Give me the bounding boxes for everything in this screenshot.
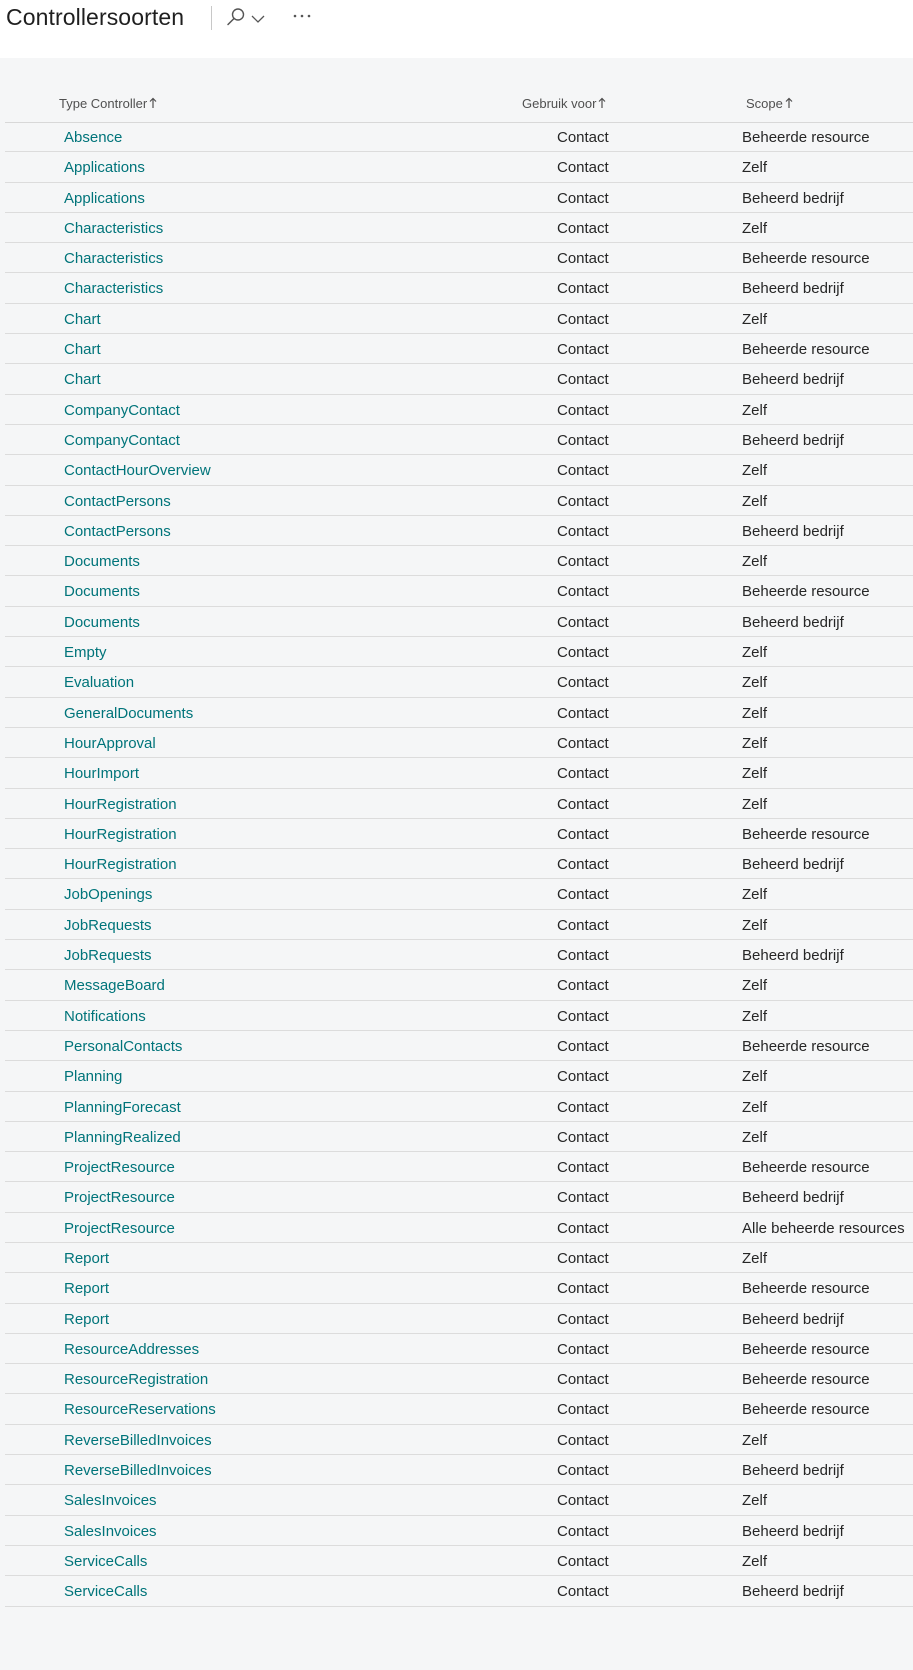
gebruik-voor-cell: Contact [557, 462, 609, 480]
gebruik-voor-cell: Contact [557, 856, 609, 874]
scope-cell: Zelf [742, 1552, 768, 1570]
gebruik-voor-cell: Contact [557, 522, 609, 540]
table-row[interactable] [5, 122, 913, 152]
type-controller-link[interactable]: Characteristics [64, 280, 164, 298]
gebruik-voor-cell: Contact [557, 644, 609, 662]
table-row[interactable] [5, 1152, 913, 1182]
column-header-scope[interactable] [746, 96, 793, 111]
scope-cell: Zelf [742, 1492, 768, 1510]
type-controller-link[interactable]: ServiceCalls [64, 1583, 148, 1601]
table-row[interactable] [5, 819, 913, 849]
scope-cell: Zelf [742, 886, 768, 904]
type-controller-link[interactable]: JobRequests [64, 916, 152, 934]
scope-cell: Zelf [742, 492, 768, 510]
type-controller-link[interactable]: GeneralDocuments [64, 704, 194, 722]
table-row[interactable] [5, 425, 913, 455]
table-row[interactable] [5, 758, 913, 788]
gebruik-voor-cell: Contact [557, 977, 609, 995]
gebruik-voor-cell: Contact [557, 947, 609, 965]
list-area [0, 58, 913, 1670]
column-label: Gebruik voor [522, 96, 597, 111]
gebruik-voor-cell: Contact [557, 250, 609, 268]
table-row[interactable] [5, 546, 913, 576]
type-controller-link[interactable]: ProjectResource [64, 1189, 175, 1207]
scope-cell: Beheerd bedrijf [742, 522, 844, 540]
type-controller-link[interactable]: Report [64, 1310, 110, 1328]
chevron-down-icon [251, 14, 265, 24]
scope-cell: Beheerd bedrijf [742, 1310, 844, 1328]
type-controller-link[interactable]: ResourceAddresses [64, 1340, 200, 1358]
sort-ascending-icon [149, 97, 157, 109]
header-divider [211, 6, 212, 30]
type-controller-link[interactable]: ContactPersons [64, 522, 171, 540]
type-controller-link[interactable]: Report [64, 1249, 110, 1267]
gebruik-voor-cell: Contact [557, 1583, 609, 1601]
scope-cell: Beheerd bedrijf [742, 1189, 844, 1207]
scope-cell: Beheerde resource [742, 825, 870, 843]
type-controller-link[interactable]: Empty [64, 644, 107, 662]
gebruik-voor-cell: Contact [557, 1007, 609, 1025]
scope-cell: Beheerd bedrijf [742, 856, 844, 874]
type-controller-link[interactable]: PersonalContacts [64, 1037, 183, 1055]
gebruik-voor-cell: Contact [557, 583, 609, 601]
table-row[interactable] [5, 698, 913, 728]
type-controller-link[interactable]: PlanningForecast [64, 1098, 181, 1116]
gebruik-voor-cell: Contact [557, 1371, 609, 1389]
gebruik-voor-cell: Contact [557, 341, 609, 359]
table-row[interactable] [5, 910, 913, 940]
scope-cell: Alle beheerde resources [742, 1219, 905, 1237]
scope-cell: Zelf [742, 401, 768, 419]
gebruik-voor-cell: Contact [557, 674, 609, 692]
table-row[interactable] [5, 789, 913, 819]
search-button[interactable] [226, 6, 272, 32]
table-row[interactable] [5, 1213, 913, 1243]
scope-cell: Beheerde resource [742, 129, 870, 146]
scope-cell: Zelf [742, 644, 768, 662]
table-row[interactable] [5, 879, 913, 909]
table-row[interactable] [5, 1455, 913, 1485]
scope-cell: Zelf [742, 977, 768, 995]
scope-cell: Zelf [742, 916, 768, 934]
table-row[interactable] [5, 364, 913, 394]
scope-cell: Beheerde resource [742, 341, 870, 359]
type-controller-link[interactable]: ContactHourOverview [64, 462, 211, 480]
type-controller-link[interactable]: HourImport [64, 765, 140, 783]
gebruik-voor-cell: Contact [557, 1068, 609, 1086]
type-controller-link[interactable]: Applications [64, 159, 145, 177]
gebruik-voor-cell: Contact [557, 1340, 609, 1358]
table-row[interactable] [5, 273, 913, 303]
scope-cell: Beheerde resource [742, 1340, 870, 1358]
scope-cell: Beheerd bedrijf [742, 189, 844, 207]
table-row[interactable] [5, 1182, 913, 1212]
scope-cell: Beheerd bedrijf [742, 431, 844, 449]
scope-cell: Zelf [742, 462, 768, 480]
type-controller-link[interactable]: Documents [64, 553, 140, 571]
scope-cell: Beheerd bedrijf [742, 613, 844, 631]
table-row[interactable] [5, 486, 913, 516]
table-row[interactable] [5, 516, 913, 546]
table-row[interactable] [5, 1516, 913, 1546]
table-row[interactable] [5, 304, 913, 334]
page-header [0, 0, 913, 58]
type-controller-link[interactable]: ResourceReservations [64, 1401, 216, 1419]
scope-cell: Beheerd bedrijf [742, 1522, 844, 1540]
scope-cell: Beheerde resource [742, 250, 870, 268]
gebruik-voor-cell: Contact [557, 1098, 609, 1116]
type-controller-link[interactable]: MessageBoard [64, 977, 165, 995]
table-row[interactable] [5, 1001, 913, 1031]
scope-cell: Beheerd bedrijf [742, 947, 844, 965]
type-controller-link[interactable]: SalesInvoices [64, 1492, 157, 1510]
type-controller-link[interactable]: ResourceRegistration [64, 1371, 209, 1389]
gebruik-voor-cell: Contact [557, 1249, 609, 1267]
type-controller-link[interactable]: Notifications [64, 1007, 146, 1025]
type-controller-link[interactable]: ContactPersons [64, 492, 171, 510]
gebruik-voor-cell: Contact [557, 886, 609, 904]
gebruik-voor-cell: Contact [557, 1189, 609, 1207]
table-header [5, 58, 913, 123]
scope-cell: Beheerd bedrijf [742, 1462, 844, 1480]
sort-ascending-icon [785, 97, 793, 109]
type-controller-link[interactable]: Absence [64, 129, 123, 146]
table-row[interactable] [5, 849, 913, 879]
scope-cell: Zelf [742, 795, 768, 813]
type-controller-link[interactable]: Chart [64, 371, 101, 389]
scope-cell: Zelf [742, 1098, 768, 1116]
type-controller-link[interactable]: Chart [64, 310, 101, 328]
scope-cell: Zelf [742, 553, 768, 571]
gebruik-voor-cell: Contact [557, 310, 609, 328]
scope-cell: Beheerde resource [742, 1159, 870, 1177]
type-controller-link[interactable]: CompanyContact [64, 431, 180, 449]
type-controller-link[interactable]: Documents [64, 583, 140, 601]
scope-cell: Zelf [742, 674, 768, 692]
table-row[interactable] [5, 1425, 913, 1455]
gebruik-voor-cell: Contact [557, 219, 609, 237]
gebruik-voor-cell: Contact [557, 765, 609, 783]
table-row[interactable] [5, 1031, 913, 1061]
scope-cell: Beheerde resource [742, 1280, 870, 1298]
table-row[interactable] [5, 576, 913, 606]
scope-cell: Beheerd bedrijf [742, 1583, 844, 1601]
table-body [5, 122, 913, 1607]
gebruik-voor-cell: Contact [557, 1401, 609, 1419]
gebruik-voor-cell: Contact [557, 734, 609, 752]
gebruik-voor-cell: Contact [557, 1037, 609, 1055]
type-controller-link[interactable]: ServiceCalls [64, 1552, 148, 1570]
table-row[interactable] [5, 1576, 913, 1606]
table-row[interactable] [5, 152, 913, 182]
type-controller-link[interactable]: ReverseBilledInvoices [64, 1431, 212, 1449]
gebruik-voor-cell: Contact [557, 280, 609, 298]
table-row[interactable] [5, 607, 913, 637]
search-icon [226, 7, 246, 27]
type-controller-link[interactable]: JobOpenings [64, 886, 153, 904]
more-icon [292, 12, 314, 20]
scope-cell: Zelf [742, 1431, 768, 1449]
scope-cell: Zelf [742, 765, 768, 783]
scope-cell: Zelf [742, 310, 768, 328]
type-controller-link[interactable]: HourRegistration [64, 825, 177, 843]
table-row[interactable] [5, 1061, 913, 1091]
gebruik-voor-cell: Contact [557, 1552, 609, 1570]
gebruik-voor-cell: Contact [557, 1128, 609, 1146]
gebruik-voor-cell: Contact [557, 613, 609, 631]
table-row[interactable] [5, 1394, 913, 1424]
scope-cell: Zelf [742, 219, 768, 237]
gebruik-voor-cell: Contact [557, 553, 609, 571]
type-controller-link[interactable]: SalesInvoices [64, 1522, 157, 1540]
gebruik-voor-cell: Contact [557, 1492, 609, 1510]
table-row[interactable] [5, 667, 913, 697]
gebruik-voor-cell: Contact [557, 1280, 609, 1298]
scope-cell: Zelf [742, 704, 768, 722]
sort-ascending-icon [598, 97, 606, 109]
table-row[interactable] [5, 1485, 913, 1515]
type-controller-link[interactable]: Applications [64, 189, 145, 207]
table-row[interactable] [5, 334, 913, 364]
table-row[interactable] [5, 243, 913, 273]
type-controller-link[interactable]: Chart [64, 341, 101, 359]
type-controller-link[interactable]: ProjectResource [64, 1219, 175, 1237]
table-row[interactable] [5, 455, 913, 485]
type-controller-link[interactable]: Planning [64, 1068, 123, 1086]
gebruik-voor-cell: Contact [557, 795, 609, 813]
gebruik-voor-cell: Contact [557, 159, 609, 177]
type-controller-link[interactable]: Report [64, 1280, 110, 1298]
table-row[interactable] [5, 940, 913, 970]
type-controller-link[interactable]: CompanyContact [64, 401, 180, 419]
scope-cell: Beheerde resource [742, 583, 870, 601]
gebruik-voor-cell: Contact [557, 189, 609, 207]
table-row[interactable] [5, 213, 913, 243]
gebruik-voor-cell: Contact [557, 916, 609, 934]
table-row[interactable] [5, 183, 913, 213]
type-controller-link[interactable]: Documents [64, 613, 140, 631]
type-controller-link[interactable]: JobRequests [64, 947, 152, 965]
gebruik-voor-cell: Contact [557, 825, 609, 843]
gebruik-voor-cell: Contact [557, 1462, 609, 1480]
table-row[interactable] [5, 1364, 913, 1394]
column-header-gebruik-voor[interactable] [522, 96, 606, 111]
scope-cell: Zelf [742, 1068, 768, 1086]
table-row[interactable] [5, 1243, 913, 1273]
page-title: Controllersoorten [6, 4, 185, 30]
type-controller-link[interactable]: PlanningRealized [64, 1128, 181, 1146]
scope-cell: Beheerd bedrijf [742, 371, 844, 389]
type-controller-link[interactable]: HourRegistration [64, 856, 177, 874]
gebruik-voor-cell: Contact [557, 1310, 609, 1328]
gebruik-voor-cell: Contact [557, 1219, 609, 1237]
gebruik-voor-cell: Contact [557, 704, 609, 722]
type-controller-link[interactable]: Evaluation [64, 674, 135, 692]
table-row[interactable] [5, 1273, 913, 1303]
gebruik-voor-cell: Contact [557, 1522, 609, 1540]
scope-cell: Zelf [742, 1249, 768, 1267]
column-header-type-controller[interactable] [59, 96, 157, 111]
gebruik-voor-cell: Contact [557, 371, 609, 389]
scope-cell: Beheerde resource [742, 1371, 870, 1389]
scope-cell: Zelf [742, 1007, 768, 1025]
table-row[interactable] [5, 1546, 913, 1576]
gebruik-voor-cell: Contact [557, 1431, 609, 1449]
scope-cell: Zelf [742, 159, 768, 177]
table-row[interactable] [5, 728, 913, 758]
more-options-button[interactable] [292, 6, 318, 30]
type-controller-link[interactable]: Characteristics [64, 219, 164, 237]
type-controller-link[interactable]: ReverseBilledInvoices [64, 1462, 212, 1480]
scope-cell: Zelf [742, 734, 768, 752]
scope-cell: Beheerde resource [742, 1401, 870, 1419]
gebruik-voor-cell: Contact [557, 129, 609, 146]
type-controller-link[interactable]: Characteristics [64, 250, 164, 268]
scope-cell: Zelf [742, 1128, 768, 1146]
table-row[interactable] [5, 1092, 913, 1122]
table-row[interactable] [5, 1122, 913, 1152]
table-row[interactable] [5, 637, 913, 667]
type-controller-link[interactable]: HourApproval [64, 734, 156, 752]
gebruik-voor-cell: Contact [557, 492, 609, 510]
table-row[interactable] [5, 395, 913, 425]
scope-cell: Beheerd bedrijf [742, 280, 844, 298]
type-controller-link[interactable]: ProjectResource [64, 1159, 175, 1177]
table-row[interactable] [5, 970, 913, 1000]
table-row[interactable] [5, 1304, 913, 1334]
gebruik-voor-cell: Contact [557, 401, 609, 419]
column-label: Type Controller [59, 96, 148, 111]
type-controller-link[interactable]: HourRegistration [64, 795, 177, 813]
column-label: Scope [746, 96, 783, 111]
table-row[interactable] [5, 1334, 913, 1364]
gebruik-voor-cell: Contact [557, 431, 609, 449]
gebruik-voor-cell: Contact [557, 1159, 609, 1177]
scope-cell: Beheerde resource [742, 1037, 870, 1055]
